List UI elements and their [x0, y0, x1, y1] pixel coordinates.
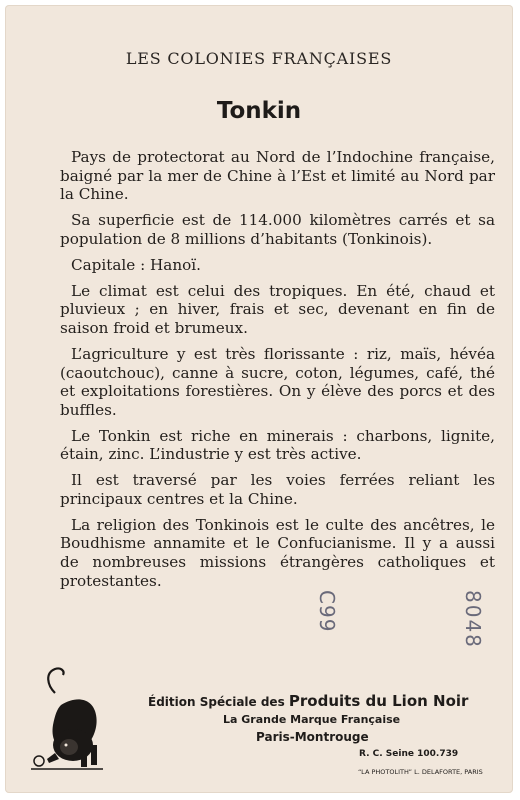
- black-lion-logo: [25, 665, 107, 780]
- paragraph-agriculture: L’agriculture y est très florissante : riz, maïs, hévéa (caoutchouc), canne à sucre, coton, légumes, café, thé et exploitations forestières. On y élève des porcs et des buffles.: [60, 344, 495, 419]
- edition-brand: Produits du Lion Noir: [288, 692, 469, 710]
- edition-line: [148, 692, 468, 710]
- printer-credit: “LA PHOTOLITH” L. DELAFORTE, PARIS: [358, 768, 483, 776]
- brand-tagline: La Grande Marque Française: [223, 713, 401, 726]
- page-title: Tonkin: [216, 98, 302, 124]
- edition-prefix: Édition Spéciale des: [148, 695, 285, 709]
- handwritten-note-left: C99: [315, 590, 339, 633]
- paragraph-railways: Il est traversé par les voies ferrées reliant les principaux centres et la Chine.: [60, 471, 495, 508]
- paragraph-capital: Capitale : Hanoï.: [71, 255, 201, 274]
- handwritten-note-right: 8048: [461, 590, 485, 649]
- registration-number: R. C. Seine 100.739: [359, 749, 459, 759]
- paragraph-minerals: Le Tonkin est riche en minerais : charbons, lignite, étain, zinc. L’industrie y est très active.: [60, 426, 495, 464]
- paragraph-location: Pays de protectorat au Nord de l’Indochine française, baigné par la mer de Chine à l’Est et limité au Nord par la Chine.: [60, 148, 495, 204]
- paragraph-area-population: Sa superficie est de 114.000 kilomètres carrés et sa population de 8 millions d’habitants (Tonkinois).: [60, 211, 495, 248]
- postcard: [5, 5, 513, 793]
- description-text: [60, 148, 495, 598]
- paragraph-religion: La religion des Tonkinois est le culte des ancêtres, le Boudhisme annamite et le Confucianisme. Il y a aussi de nombreuses missions étrangères catholiques et protestantes.: [60, 515, 495, 590]
- lion-icon: [25, 665, 107, 775]
- brand-city: Paris-Montrouge: [256, 730, 369, 744]
- paragraph-climate: Le climat est celui des tropiques. En été, chaud et pluvieux ; en hiver, frais et sec, devenant en fin de saison froid et brumeux.: [60, 281, 495, 337]
- series-header: LES COLONIES FRANÇAISES: [125, 49, 393, 68]
